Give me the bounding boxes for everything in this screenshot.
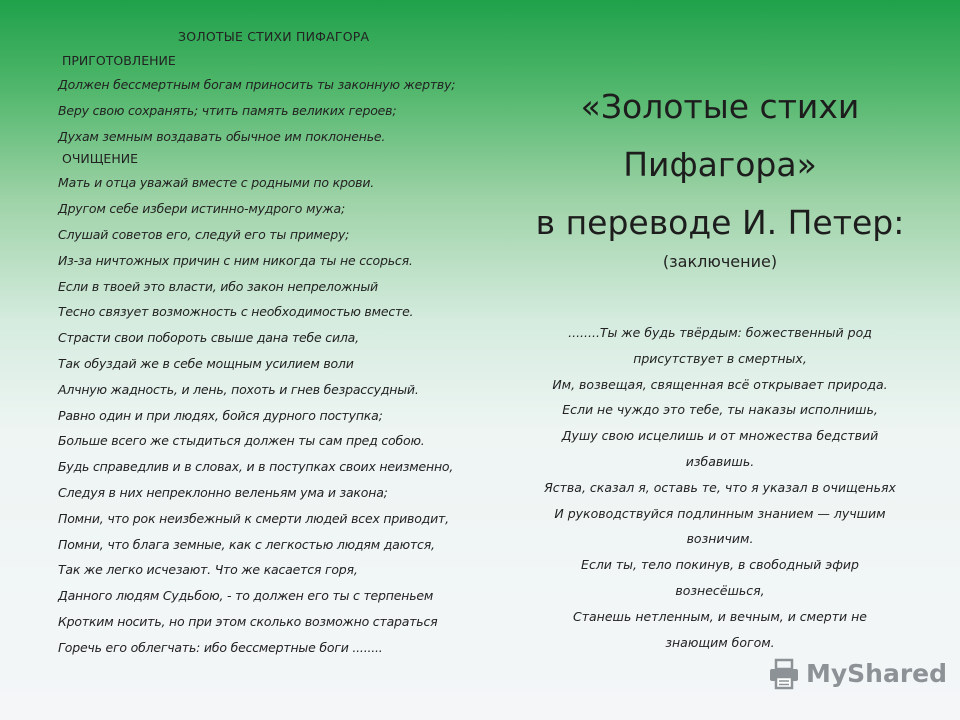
poem-line: Яства, сказал я, оставь те, что я указал в очищеньях — [544, 479, 896, 495]
section-heading-purification: ОЧИЩЕНИЕ — [62, 151, 138, 167]
heading-line: в переводе И. Петер: — [535, 203, 905, 242]
right-text-column — [520, 78, 920, 655]
poem-line: Слушай советов его, следуй его ты примеру; — [58, 226, 350, 242]
heading-line: Пифагора» — [623, 145, 817, 184]
poem-line: Горечь его облегчать: ибо бессмертные боги ........ — [58, 639, 383, 655]
logo-text: MyShared — [806, 659, 948, 688]
poem-line: Помни, что рок неизбежный к смерти людей всех приводит, — [58, 510, 449, 526]
poem-line: присутствует в смертных, — [633, 350, 807, 366]
poem-line: Тесно связует возможность с необходимостью вместе. — [58, 304, 414, 320]
poem-line: Кротким носить, но при этом сколько возможно стараться — [58, 613, 438, 629]
poem-line: Следуя в них непреклонно веленьям ума и закона; — [58, 484, 388, 500]
poem-line: Должен бессмертным богам приносить ты законную жертву; — [58, 77, 456, 92]
section-purification-lines — [58, 170, 508, 660]
poem-line: Страсти свои побороть свыше дана тебе сила, — [58, 330, 359, 346]
poem-line: Душу свою исцелишь и от множества бедствий — [561, 428, 879, 444]
poem-line: Если не чуждо это тебе, ты наказы исполнишь, — [562, 402, 878, 418]
poem-line: ........Ты же будь твёрдым: божественный род — [568, 325, 872, 340]
poem-line: Алчную жадность, и лень, похоть и гнев безрассудный. — [58, 381, 419, 397]
section-heading-preparation: ПРИГОТОВЛЕНИЕ — [62, 53, 176, 68]
poem-line: Будь справедлив и в словах, и в поступках своих неизменно, — [58, 459, 454, 475]
poem-title: ЗОЛОТЫЕ СТИХИ ПИФАГОРА — [178, 29, 370, 44]
poem-line: Им, возвещая, священная всё открывает природа. — [552, 376, 888, 392]
slide-heading — [520, 78, 920, 252]
slide-subtitle: (заключение) — [662, 252, 778, 271]
left-text-column — [58, 27, 508, 661]
poem-line: вознесёшься, — [675, 582, 765, 598]
poem-line: Станешь нетленным, и вечным, и смерти не — [573, 608, 867, 624]
poem-line: Из-за ничтожных причин с ним никогда ты не ссорься. — [58, 252, 413, 268]
poem-line: Больше всего же стыдиться должен ты сам пред собою. — [58, 433, 425, 449]
printer-icon — [768, 658, 802, 690]
poem-line: Духам земным воздавать обычное им поклоненье. — [58, 128, 386, 144]
heading-line: «Золотые стихи — [580, 87, 860, 126]
poem-line: Данного людям Судьбою, - то должен его ты с терпеньем — [58, 588, 434, 604]
poem-line: Другом себе избери истинно-мудрого мужа; — [58, 201, 345, 217]
poem-line: Если в твоей это власти, ибо закон непреложный — [58, 278, 378, 294]
poem-line: Так же легко исчезают. Что же касается горя, — [58, 562, 358, 578]
poem-line: Если ты, тело покинув, в свободный эфир — [581, 557, 859, 573]
conclusion-poem — [520, 320, 920, 655]
poem-line: Мать и отца уважай вместе с родными по крови. — [58, 175, 375, 191]
poem-line: возничим. — [686, 531, 754, 547]
poem-line: Веру свою сохранять; чтить память великих героев; — [58, 102, 397, 118]
section-preparation-lines — [58, 72, 508, 149]
poem-line: Так обуздай же в себе мощным усилием воли — [58, 355, 354, 371]
poem-line: И руководствуйся подлинным знанием — лучшим — [554, 505, 886, 521]
poem-line: избавишь. — [685, 453, 755, 469]
poem-line: Равно один и при людях, бойся дурного поступка; — [58, 407, 383, 423]
poem-line: Помни, что блага земные, как с легкостью людям даются, — [58, 536, 435, 552]
myshared-logo[interactable] — [768, 658, 948, 690]
poem-line: знающим богом. — [665, 634, 775, 650]
